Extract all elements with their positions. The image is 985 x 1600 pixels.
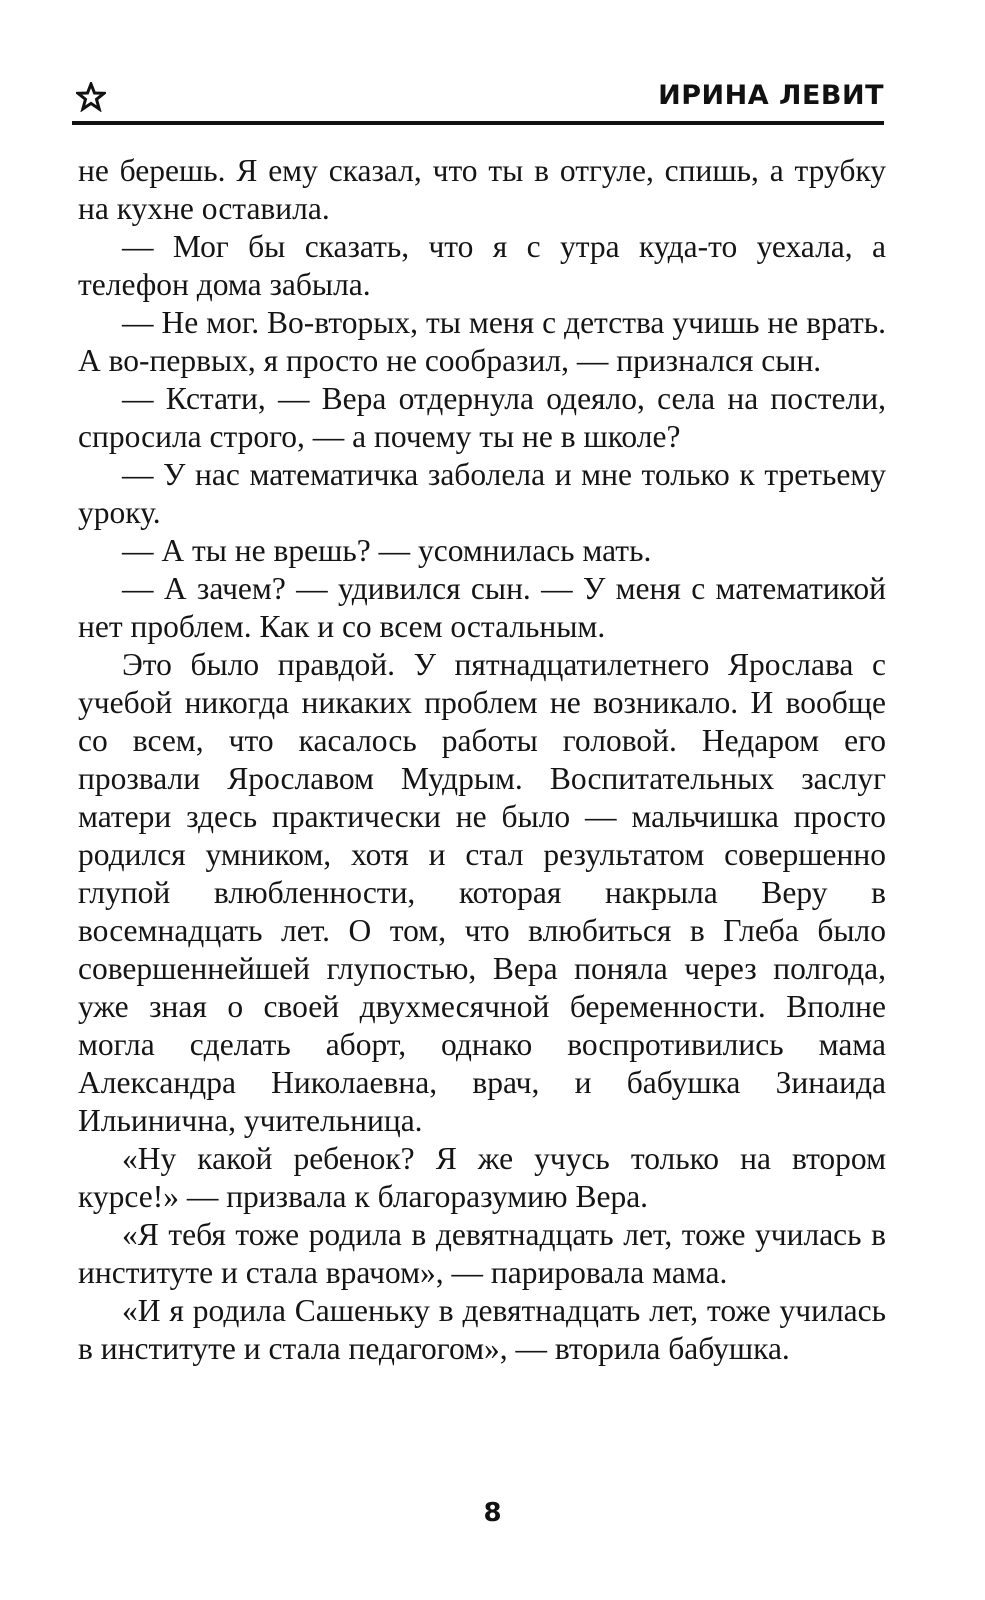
- paragraph: — Мог бы сказать, что я с утра куда-то уехала, а телефон дома забыла.: [78, 229, 886, 302]
- header-rule: [72, 121, 884, 125]
- paragraph: «И я родила Сашеньку в девятнадцать лет, тоже училась в институте и стала педагогом», — вторила бабушка.: [78, 1293, 886, 1366]
- paragraph: — Кстати, — Вера отдернула одеяло, села на постели, спросила строго, — а почему ты не в школе?: [78, 381, 886, 454]
- page-number: 8: [483, 1498, 502, 1528]
- running-header: [72, 76, 884, 120]
- paragraph: — Не мог. Во-вторых, ты меня с детства учишь не врать. А во-первых, я просто не сообразил, — признался сын.: [78, 305, 886, 378]
- paragraph: «Я тебя тоже родила в девятнадцать лет, тоже училась в институте и стала врачом», — парировала мама.: [78, 1217, 886, 1290]
- paragraph: — А ты не врешь? — усомнилась мать.: [122, 533, 652, 568]
- paragraph: «Ну какой ребенок? Я же учусь только на втором курсе!» — призвала к благоразумию Вера.: [78, 1141, 886, 1214]
- paragraph: не берешь. Я ему сказал, что ты в отгуле, спишь, а трубку на кухне оставила.: [78, 153, 886, 226]
- body-text: [78, 152, 886, 1368]
- author-name: ИРИНА ЛЕВИТ: [658, 80, 884, 111]
- paragraph: Это было правдой. У пятнадцатилетнего Ярослава с учебой никогда никаких проблем не возникало. И вообще со всем, что касалось работы головой. Недаром его прозвали Ярославом Мудрым. Воспитательных заслуг матери здесь практически не было — мальчишка просто родился умником, хотя и стал результатом совершенно глупой влюбленности, которая накрыла Веру в восемнадцать лет. О том, что влюбиться в Глеба было совершеннейшей глупостью, Вера поняла через полгода, уже зная о своей двухмесячной беременности. Вполне могла сделать аборт, однако воспротивились мама Александра Николаевна, врач, и бабушка Зинаида Ильинична, учительница.: [78, 647, 886, 1138]
- paragraph: — А зачем? — удивился сын. — У меня с математикой нет проблем. Как и со всем остальным.: [78, 571, 886, 644]
- star-outline-icon: [76, 82, 106, 112]
- paragraph: — У нас математичка заболела и мне только к третьему уроку.: [78, 457, 886, 530]
